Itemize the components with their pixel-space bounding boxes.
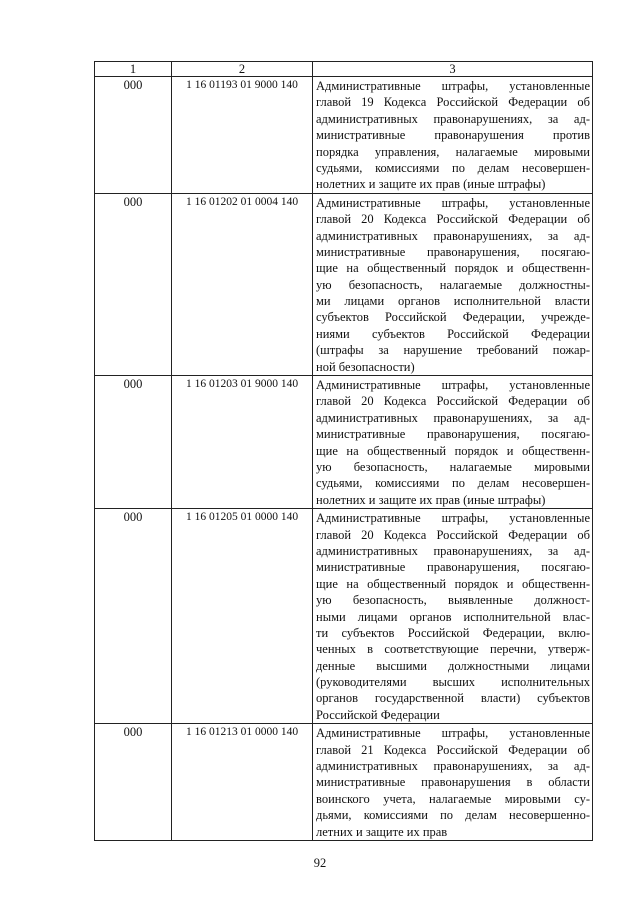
description-line: ниями субъектов Российской Федерации: [316, 326, 590, 341]
column-header-1: 1: [95, 62, 172, 77]
table-row: [95, 724, 593, 841]
description-cell: [313, 193, 593, 375]
description-line: ными лицами органов исполнительной влас-: [316, 609, 590, 624]
description-line: Административные штрафы, установленные: [316, 79, 590, 93]
description-line: судьями, комиссиями по делам несовершен-: [316, 476, 590, 491]
description-line: главой 20 Кодекса Российской Федерации об: [316, 394, 590, 409]
description-line: министративные правонарушения в области: [316, 775, 590, 790]
description-line: административных правонарушениях, за ад-: [316, 543, 590, 558]
description-line: Российской Федерации: [316, 707, 440, 722]
table-row: [95, 193, 593, 375]
kbk-code-cell: 1 16 01203 01 9000 140: [172, 376, 313, 509]
admin-code-cell: 000: [95, 193, 172, 375]
description-line: субъектов Российской Федерации, учрежде-: [316, 310, 590, 325]
description-line: летних и защите их прав: [316, 824, 448, 839]
admin-code-cell: 000: [95, 376, 172, 509]
description-line: щие на общественный порядок и общественн-: [316, 576, 590, 591]
description-line: главой 19 Кодекса Российской Федерации об: [316, 95, 590, 110]
table-row: [95, 77, 593, 194]
column-header-3: 3: [313, 62, 593, 77]
description-line: ченных в соответствующие перечни, утверж-: [316, 642, 590, 657]
description-line: дьями, комиссиями по делам несовершенно-: [316, 808, 590, 823]
table-row: [95, 509, 593, 724]
kbk-code-cell: 1 16 01193 01 9000 140: [172, 77, 313, 194]
description-line: щие на общественный порядок и общественн-: [316, 443, 590, 458]
description-line: (штрафы за нарушение требований пожар-: [316, 343, 590, 358]
description-cell: [313, 77, 593, 194]
description-line: ной безопасности): [316, 359, 415, 374]
description-line: порядка управления, налагаемые мировыми: [316, 144, 590, 159]
description-line: органов государственной власти) субъектов: [316, 691, 590, 706]
description-line: воинского учета, налагаемые мировыми су-: [316, 791, 590, 806]
page-number: 92: [313, 856, 327, 870]
description-line: ми лицами органов исполнительной власти: [316, 294, 590, 309]
description-line: нолетних и защите их прав (иные штрафы): [316, 492, 546, 507]
description-cell: [313, 509, 593, 724]
description-cell: [313, 724, 593, 841]
description-line: Административные штрафы, установленные: [316, 378, 590, 393]
description-line: главой 21 Кодекса Российской Федерации об: [316, 742, 590, 757]
kbk-code-cell: 1 16 01213 01 0000 140: [172, 724, 313, 841]
description-line: ую безопасность, налагаемые мировыми: [316, 459, 590, 474]
table-body: [95, 77, 593, 841]
description-line: главой 20 Кодекса Российской Федерации об: [316, 212, 590, 227]
description-line: Административные штрафы, установленные: [316, 511, 590, 526]
description-line: судьями, комиссиями по делам несовершен-: [316, 160, 590, 175]
description-line: административных правонарушениях, за ад-: [316, 228, 590, 243]
description-line: ую безопасность, налагаемые должностны-: [316, 277, 590, 292]
description-line: административных правонарушениях, за ад-: [316, 410, 590, 425]
description-line: Административные штрафы, установленные: [316, 195, 590, 210]
description-line: министративные правонарушения против: [316, 128, 590, 143]
kbk-code-cell: 1 16 01202 01 0004 140: [172, 193, 313, 375]
admin-code-cell: 000: [95, 77, 172, 194]
kbk-code-cell: 1 16 01205 01 0000 140: [172, 509, 313, 724]
description-line: главой 20 Кодекса Российской Федерации об: [316, 527, 590, 542]
description-line: министративные правонарушения, посягаю-: [316, 244, 590, 259]
description-line: нолетних и защите их прав (иные штрафы): [316, 177, 546, 192]
description-line: административных правонарушениях, за ад-: [316, 759, 590, 774]
column-header-2: 2: [172, 62, 313, 77]
description-line: щие на общественный порядок и общественн-: [316, 261, 590, 276]
description-line: денные высшими должностными лицами: [316, 658, 590, 673]
description-line: административных правонарушениях, за ад-: [316, 111, 590, 126]
budget-code-table: [94, 61, 593, 841]
description-cell: [313, 376, 593, 509]
admin-code-cell: 000: [95, 509, 172, 724]
header-row: [95, 62, 593, 77]
description-line: Административные штрафы, установленные: [316, 726, 590, 741]
description-line: ую безопасность, выявленные должност-: [316, 593, 590, 608]
admin-code-cell: 000: [95, 724, 172, 841]
description-line: министративные правонарушения, посягаю-: [316, 560, 590, 575]
table-row: [95, 376, 593, 509]
description-line: ти субъектов Российской Федерации, вклю-: [316, 625, 590, 640]
description-line: министративные правонарушения, посягаю-: [316, 427, 590, 442]
description-line: (руководителями высших исполнительных: [316, 675, 590, 690]
